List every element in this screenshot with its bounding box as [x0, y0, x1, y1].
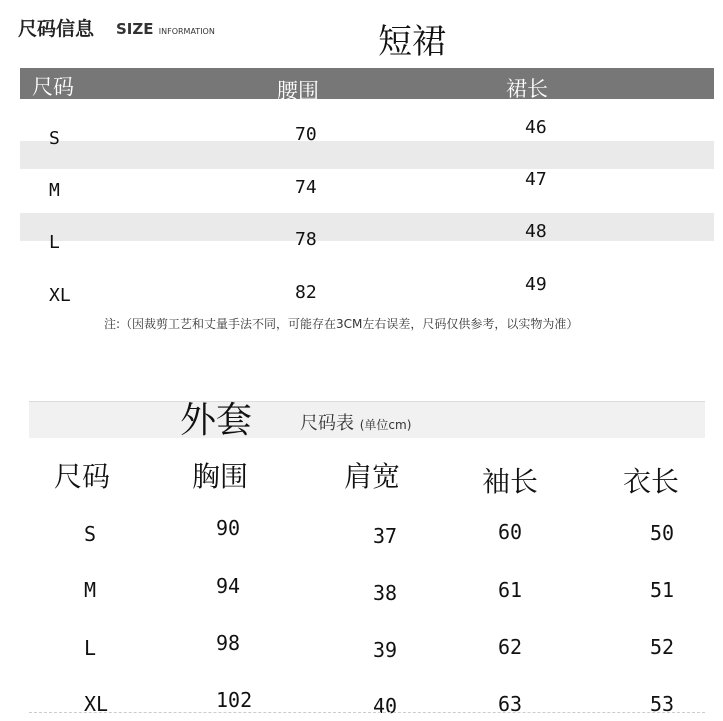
- skirt-size-m: M: [49, 180, 60, 201]
- coat-subtitle-text: 尺码表: [300, 413, 354, 434]
- skirt-waist-m: 74: [295, 177, 317, 198]
- skirt-size-xl: XL: [49, 285, 71, 306]
- skirt-row-stripe: [20, 141, 714, 169]
- coat-sleeve-l: 62: [498, 635, 523, 659]
- size-info-english: [116, 20, 215, 38]
- skirt-waist-s: 70: [295, 124, 317, 145]
- information-label: INFORMATION: [158, 27, 215, 36]
- size-label: SIZE: [116, 20, 154, 38]
- skirt-size-l: L: [49, 232, 60, 253]
- skirt-length-m: 47: [525, 169, 547, 190]
- skirt-table-header: [20, 68, 714, 103]
- skirt-title: 短裙: [378, 22, 446, 62]
- coat-col-chest: 胸围: [192, 460, 249, 493]
- coat-col-shoulder: 肩宽: [344, 460, 401, 493]
- coat-sleeve-m: 61: [498, 578, 523, 602]
- coat-shoulder-xl: 40: [373, 694, 398, 718]
- coat-shoulder-l: 39: [373, 638, 398, 662]
- coat-size-xl: XL: [84, 692, 109, 716]
- coat-sleeve-s: 60: [498, 520, 523, 544]
- skirt-waist-xl: 82: [295, 282, 317, 303]
- coat-size-m: M: [84, 578, 97, 602]
- skirt-waist-l: 78: [295, 229, 317, 250]
- measurement-note: 注:（因裁剪工艺和丈量手法不同，可能存在3CM左右误差，尺码仅供参考，以实物为准）: [104, 317, 579, 331]
- coat-size-s: S: [84, 522, 97, 546]
- coat-col-size: 尺码: [54, 460, 111, 493]
- coat-chest-xl: 102: [216, 688, 253, 712]
- skirt-col-waist: 腰围: [277, 79, 319, 103]
- skirt-row-stripe: [20, 213, 714, 241]
- skirt-length-s: 46: [525, 117, 547, 138]
- coat-length-s: 50: [650, 521, 675, 545]
- coat-chest-m: 94: [216, 574, 241, 598]
- skirt-length-l: 48: [525, 221, 547, 242]
- coat-shoulder-m: 38: [373, 581, 398, 605]
- skirt-col-size: 尺码: [32, 75, 74, 99]
- coat-subtitle: [300, 409, 411, 435]
- coat-length-l: 52: [650, 635, 675, 659]
- table-bottom-divider: [29, 712, 705, 713]
- skirt-col-length: 裙长: [506, 77, 548, 101]
- size-info-heading: 尺码信息: [18, 18, 95, 40]
- skirt-size-s: S: [49, 128, 60, 149]
- coat-chest-l: 98: [216, 631, 241, 655]
- coat-length-xl: 53: [650, 692, 675, 716]
- coat-chest-s: 90: [216, 516, 241, 540]
- skirt-length-xl: 49: [525, 274, 547, 295]
- coat-col-length: 衣长: [623, 465, 680, 498]
- coat-sleeve-xl: 63: [498, 692, 523, 716]
- coat-unit: (单位cm): [359, 418, 412, 432]
- coat-size-l: L: [84, 636, 97, 660]
- coat-shoulder-s: 37: [373, 524, 398, 548]
- coat-col-sleeve: 袖长: [482, 465, 539, 498]
- coat-length-m: 51: [650, 578, 675, 602]
- coat-title: 外套: [180, 400, 253, 441]
